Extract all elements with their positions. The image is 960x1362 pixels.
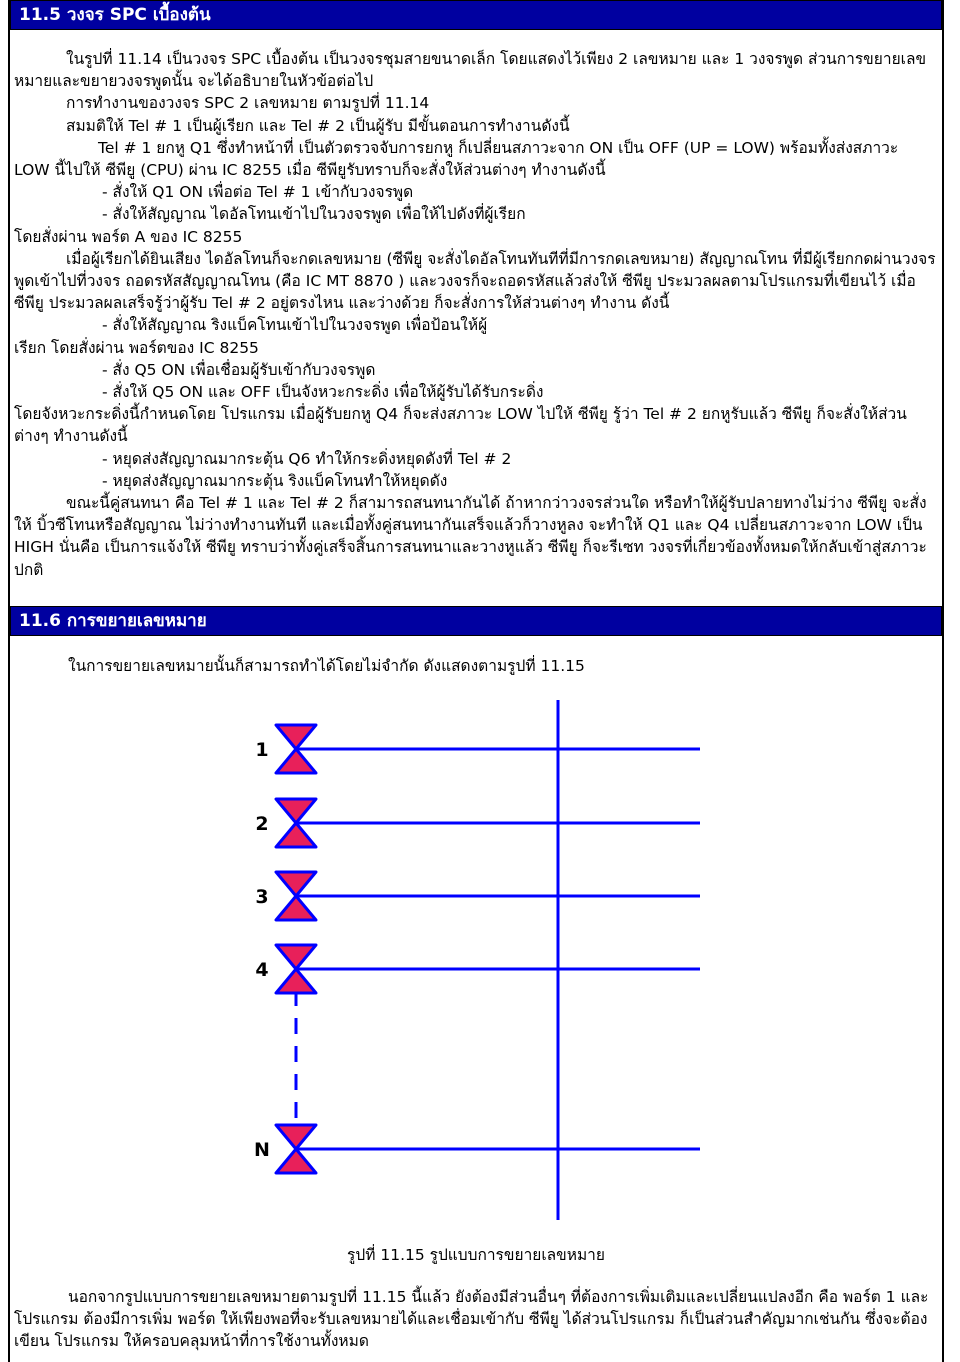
list-item: - สั่งให้สัญญาณ ริงแบ็คโทนเข้าไปในวงจรพูด เพื่อป้อนให้ผู้ <box>102 316 488 335</box>
list-item: - สั่งให้ Q1 ON เพื่อต่อ Tel # 1 เข้ากับวงจรพูด <box>102 183 414 202</box>
subscriber-row <box>255 725 700 773</box>
switch-triangle-bottom-icon <box>276 1149 316 1173</box>
switch-triangle-bottom-icon <box>276 823 316 847</box>
list-item: - สั่ง Q5 ON เพื่อเชื่อมผู้รับเข้ากับวงจรพูด <box>102 360 376 379</box>
section-11-6-intro: ในการขยายเลขหมายนั้นก็สามารถทำได้โดยไม่จำกัด ดังแสดงตามรูปที่ 11.15 <box>68 657 585 675</box>
subscriber-number-label: 3 <box>255 886 269 908</box>
section-11-6-outro: นอกจากรูปแบบการขยายเลขหมายตามรูปที่ 11.15 นี้แล้ว ยังต้องมีส่วนอื่นๆ ที่ต้องการเพิ่มเติมและเปลี่ยนแปลงอีก คือ พอร์ต 1 และ โปรแกรม ต้องมีการเพิ่ม พอร์ต ให้เพียงพอที่จะรับเลขหมายได้และเชื่อมเข้ากับ ซีพียู ได้ส่วนโปรแกรม ก็เป็นส่วนสำคัญมากเช่นกัน ซึ่งจะต้องเขียน โปรแกรม ให้ครอบคลุมหน้าที่การใช้งานทั้งหมด <box>14 1288 929 1351</box>
switch-triangle-bottom-icon <box>276 896 316 920</box>
list-item: - สั่งให้ Q5 ON และ OFF เป็นจังหวะกระดิ่ง เพื่อให้ผู้รับได้รับกระดิ่ง <box>102 383 544 402</box>
paragraph: เมื่อผู้เรียกได้ยินเสียง ไดอัลโทนก็จะกดเลขหมาย (ซีพียู จะสั่งไดอัลโทนทันทีที่มีการกดเลขหมาย) สัญญาณโทน ที่มีผู้เรียกกดผ่านวงจรพูดเข้าไปที่วงจร ถอดรหัสสัญญาณโทน (คือ IC MT 8870 ) และวงจรก็จะถอดรหัสแล้วส่งให้ ซีพียู ประมวลผลตามโปรแกรมที่เขียนไว้ เมื่อ ซีพียู ประมวลผลเสร็จรู้ว่าผู้รับ Tel # 2 อยู่ตรงไหน และว่างด้วย ก็จะสั่งการให้ส่วนต่างๆ ทำงาน ดังนี้ <box>14 249 936 313</box>
switch-triangle-top-icon <box>276 799 316 823</box>
paragraph: Tel # 1 ยกหู Q1 ซึ่งทำหน้าที่ เป็นตัวตรวจจับการยกหู ก็เปลี่ยนสภาวะจาก ON เป็น OFF (UP = LOW) พร้อมทั้งส่งสภาวะ LOW นี้ไปให้ ซีพียู (CPU) ผ่าน IC 8255 เมื่อ ซีพียูรับทราบก็จะสั่งให้ส่วนต่างๆ ทำงานดังนี้ <box>14 138 899 180</box>
section-header-11-5: 11.5 วงจร SPC เบื้องต้น <box>10 0 942 30</box>
switch-triangle-top-icon <box>276 872 316 896</box>
subscriber-number-label: 4 <box>255 959 269 981</box>
section-header-11-6: 11.6 การขยายเลขหมาย <box>10 606 942 636</box>
list-item: - หยุดส่งสัญญาณมากระตุ้น ริงแบ็คโทนทำให้หยุดดัง <box>102 471 448 490</box>
subscriber-row <box>255 945 700 993</box>
paragraph: การทำงานของวงจร SPC 2 เลขหมาย ตามรูปที่ 11.14 <box>66 94 430 113</box>
switch-triangle-top-icon <box>276 1125 316 1149</box>
subscriber-row <box>254 1125 700 1173</box>
subscriber-number-label: 1 <box>255 739 269 761</box>
switch-triangle-bottom-icon <box>276 969 316 993</box>
list-item: - หยุดส่งสัญญาณมากระตุ้น Q6 ทำให้กระดิ่งหยุดดังที่ Tel # 2 <box>102 449 512 468</box>
switch-triangle-bottom-icon <box>276 749 316 773</box>
subscriber-number-label: 2 <box>255 813 269 835</box>
figure-caption: รูปที่ 11.15 รูปแบบการขยายเลขหมาย <box>347 1246 605 1264</box>
section-11-5-body <box>10 48 942 581</box>
subscriber-number-label: N <box>254 1139 270 1161</box>
paragraph: โดยสั่งผ่าน พอร์ต A ของ IC 8255 <box>14 227 243 246</box>
paragraph: สมมติให้ Tel # 1 เป็นผู้เรียก และ Tel # 2 เป็นผู้รับ มีขั้นตอนการทำงานดังนี้ <box>66 116 570 135</box>
list-item: - สั่งให้สัญญาณ ไดอัลโทนเข้าไปในวงจรพูด เพื่อให้ไปดังที่ผู้เรียก <box>102 205 526 224</box>
paragraph: ในรูปที่ 11.14 เป็นวงจร SPC เบื้องต้น เป็นวงจรชุมสายขนาดเล็ก โดยแสดงไว้เพียง 2 เลขหมาย และ 1 วงจรพูด ส่วนการขยายเลขหมายและขยายวงจรพูดนั้น จะได้อธิบายในหัวข้อต่อไป <box>14 50 927 91</box>
subscriber-row <box>255 872 700 920</box>
paragraph: ขณะนี้คู่สนทนา คือ Tel # 1 และ Tel # 2 ก็สามารถสนทนากันได้ ถ้าหากว่าวงจรส่วนใด หรือทำให้ผู้รับปลายทางไม่ว่าง ซีพียู จะสั่งให้ บิ้วซีโทนหรือสัญญาณ ไม่ว่างทำงานทันที และเมื่อทั้งคู่สนทนากันเสร็จแล้วก็วางหูลง จะทำให้ Q1 และ Q4 เปลี่ยนสภาวะจาก LOW เป็น HIGH นั่นคือ เป็นการแจ้งให้ ซีพียู ทราบว่าทั้งคู่เสร็จสิ้นการสนทนาและวางหูแล้ว ซีพียู ก็จะรีเซท วงจรที่เกี่ยวข้องทั้งหมดให้กลับเข้าสู่สภาวะปกติ <box>14 494 927 579</box>
switch-triangle-top-icon <box>276 725 316 749</box>
paragraph: เรียก โดยสั่งผ่าน พอร์ตของ IC 8255 <box>14 338 259 357</box>
page <box>8 0 944 1362</box>
subscriber-row <box>255 799 700 847</box>
number-expansion-figure <box>10 690 946 1250</box>
paragraph: โดยจังหวะกระดิ่งนี้กำหนดโดย โปรแกรม เมื่อผู้รับยกหู Q4 ก็จะส่งสภาวะ LOW ไปให้ ซีพียู รู้ว่า Tel # 2 ยกหูรับแล้ว ซีพียู ก็จะสั่งให้ส่วนต่างๆ ทำงานดังนี้ <box>14 405 907 446</box>
switch-triangle-top-icon <box>276 945 316 969</box>
